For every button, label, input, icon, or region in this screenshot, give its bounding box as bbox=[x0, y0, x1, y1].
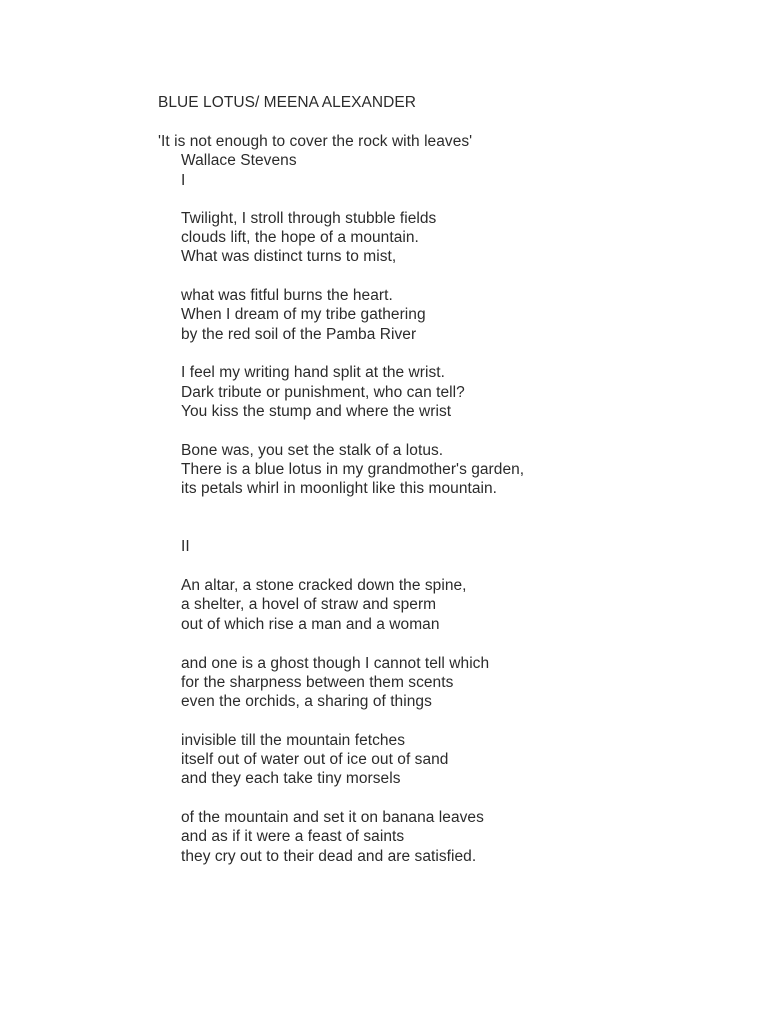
poem-line: they cry out to their dead and are satisfied. bbox=[181, 848, 477, 865]
poem-line: what was fitful burns the heart. bbox=[181, 287, 393, 304]
poem-line: for the sharpness between them scents bbox=[181, 674, 454, 691]
poem-line: I feel my writing hand split at the wrist. bbox=[181, 364, 445, 381]
poem-line: When I dream of my tribe gathering bbox=[181, 306, 426, 323]
poem-line: What was distinct turns to mist, bbox=[181, 248, 397, 265]
epigraph-author: Wallace Stevens bbox=[181, 152, 297, 169]
poem-line: itself out of water out of ice out of sand bbox=[181, 751, 449, 768]
epigraph-quote: 'It is not enough to cover the rock with leaves' bbox=[158, 133, 473, 150]
poem-line: and one is a ghost though I cannot tell which bbox=[181, 655, 490, 672]
poem-line: invisible till the mountain fetches bbox=[181, 732, 406, 749]
section-numeral-ii: II bbox=[181, 538, 190, 555]
poem-line: a shelter, a hovel of straw and sperm bbox=[181, 596, 437, 613]
poem-line: There is a blue lotus in my grandmother's garden, bbox=[181, 461, 525, 478]
poem-line: and as if it were a feast of saints bbox=[181, 828, 405, 845]
poem-line: and they each take tiny morsels bbox=[181, 770, 401, 787]
poem-line: its petals whirl in moonlight like this mountain. bbox=[181, 480, 498, 497]
poem-title: BLUE LOTUS/ MEENA ALEXANDER bbox=[158, 94, 417, 111]
section-numeral-i: I bbox=[181, 172, 186, 189]
poem-line: clouds lift, the hope of a mountain. bbox=[181, 229, 419, 246]
poem-line: You kiss the stump and where the wrist bbox=[181, 403, 452, 420]
poem-line: of the mountain and set it on banana leaves bbox=[181, 809, 484, 826]
poem-line: Dark tribute or punishment, who can tell? bbox=[181, 384, 465, 401]
poem-line: Twilight, I stroll through stubble fields bbox=[181, 210, 437, 227]
poem-line: even the orchids, a sharing of things bbox=[181, 693, 432, 710]
poem-line: An altar, a stone cracked down the spine, bbox=[181, 577, 467, 594]
poem-line: out of which rise a man and a woman bbox=[181, 616, 440, 633]
poem-line: Bone was, you set the stalk of a lotus. bbox=[181, 442, 444, 459]
poem-line: by the red soil of the Pamba River bbox=[181, 326, 417, 343]
